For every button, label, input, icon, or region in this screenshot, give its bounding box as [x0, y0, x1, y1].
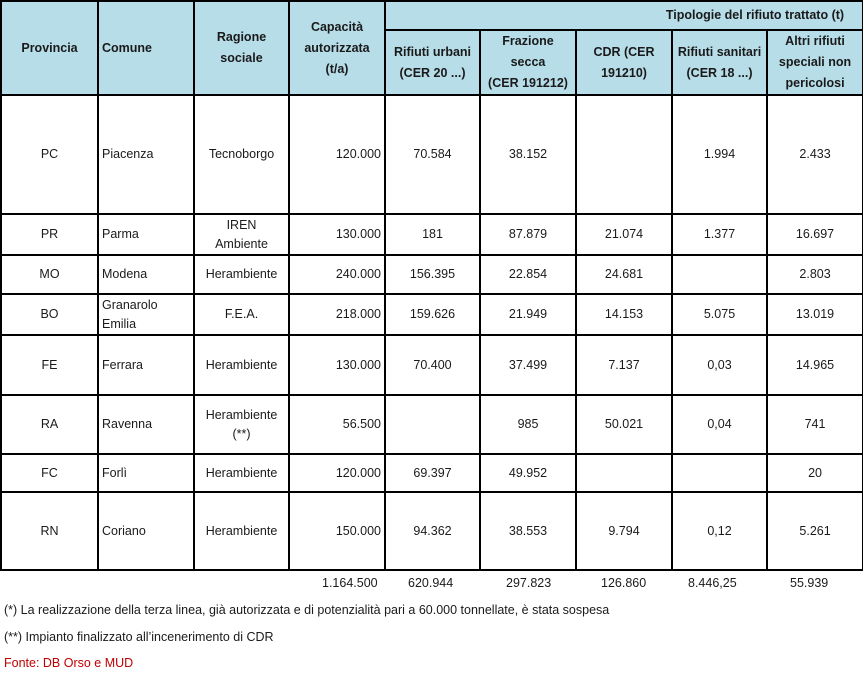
cell-provincia: PR — [1, 214, 98, 255]
cell-secca: 38.152 — [480, 95, 576, 214]
cell-secca: 87.879 — [480, 214, 576, 255]
cell-urbani: 70.584 — [385, 95, 480, 214]
header-altri-line3: pericolosi — [785, 76, 845, 90]
header-rifiuti-sanitari — [672, 30, 767, 95]
cell-capacita: 120.000 — [289, 454, 385, 492]
header-ragione-sociale — [194, 1, 289, 95]
cell-urbani: 94.362 — [385, 492, 480, 570]
cell-altri: 2.433 — [767, 95, 863, 214]
cell-comune-line1: Ferrara — [102, 357, 143, 372]
cell-secca: 985 — [480, 395, 576, 454]
table-row — [1, 454, 863, 492]
cell-comune — [98, 255, 194, 294]
cell-sanitari: 5.075 — [672, 294, 767, 335]
cell-sanitari: 0,03 — [672, 335, 767, 395]
cell-ragione-line2: Ambiente — [215, 236, 268, 251]
cell-altri: 2.803 — [767, 255, 863, 294]
table-row — [1, 255, 863, 294]
cell-urbani: 69.397 — [385, 454, 480, 492]
header-sanitari-line1: Rifiuti sanitari — [677, 44, 762, 59]
header-altri-rifiuti — [767, 30, 863, 95]
cell-comune-line1: Parma — [102, 227, 139, 241]
cell-provincia: PC — [1, 95, 98, 214]
cell-ragione-line2: (**) — [232, 426, 251, 441]
cell-sanitari — [672, 255, 767, 294]
total-cdr: 126.860 — [601, 576, 647, 590]
cell-cdr: 7.137 — [576, 335, 672, 395]
cell-urbani — [385, 395, 480, 454]
cell-comune-line1: Piacenza — [102, 147, 154, 161]
total-urbani: 620.944 — [408, 576, 454, 590]
header-capacita-line2: autorizzata — [304, 40, 370, 55]
cell-provincia: BO — [1, 294, 98, 335]
cell-ragione — [194, 492, 289, 570]
cell-provincia: FC — [1, 454, 98, 492]
table-row — [1, 335, 863, 395]
cell-ragione-line1: Herambiente — [205, 407, 278, 422]
table-row — [1, 214, 863, 255]
cell-cdr: 21.074 — [576, 214, 672, 255]
cell-altri: 20 — [767, 454, 863, 492]
cell-cdr — [576, 95, 672, 214]
cell-provincia: RN — [1, 492, 98, 570]
cell-ragione — [194, 214, 289, 255]
totals-row — [0, 576, 862, 596]
cell-altri: 16.697 — [767, 214, 863, 255]
cell-secca: 21.949 — [480, 294, 576, 335]
cell-comune — [98, 454, 194, 492]
cell-provincia: MO — [1, 255, 98, 294]
cell-sanitari: 1.994 — [672, 95, 767, 214]
cell-comune — [98, 214, 194, 255]
table-row — [1, 395, 863, 454]
header-altri-line1: Altri rifiuti — [785, 34, 845, 48]
footnote-1: (*) La realizzazione della terza linea, già autorizzata e di potenzialità pari a 60.000 tonnellate, è stata sospesa — [4, 603, 610, 617]
header-cdr-line1: CDR (CER — [593, 44, 655, 59]
cell-capacita: 218.000 — [289, 294, 385, 335]
cell-comune-line1: Forlì — [102, 465, 127, 480]
cell-secca: 37.499 — [480, 335, 576, 395]
header-ragione-line2: sociale — [220, 51, 263, 65]
header-secca-line2: (CER 191212) — [488, 76, 568, 90]
cell-sanitari: 0,12 — [672, 492, 767, 570]
table-row — [1, 95, 863, 214]
cell-ragione — [194, 454, 289, 492]
header-frazione-secca — [480, 30, 576, 95]
cell-ragione-line1: Tecnoborgo — [208, 147, 275, 161]
cell-ragione — [194, 255, 289, 294]
cell-comune — [98, 395, 194, 454]
header-capacita-line3: (t/a) — [325, 61, 349, 76]
total-secca: 297.823 — [506, 576, 552, 590]
table-row — [1, 492, 863, 570]
cell-secca: 38.553 — [480, 492, 576, 570]
cell-comune — [98, 294, 194, 335]
cell-sanitari: 1.377 — [672, 214, 767, 255]
header-rifiuti-urbani — [385, 30, 480, 95]
cell-comune — [98, 492, 194, 570]
cell-ragione — [194, 95, 289, 214]
cell-ragione-line1: Herambiente — [205, 357, 278, 372]
header-altri-line2: speciali non — [778, 55, 852, 69]
header-urbani-line2: (CER 20 ...) — [399, 65, 466, 80]
cell-provincia: RA — [1, 395, 98, 454]
cell-capacita: 56.500 — [289, 395, 385, 454]
cell-comune-line1: Ravenna — [102, 417, 153, 431]
total-capacita: 1.164.500 — [322, 576, 378, 590]
cell-altri: 741 — [767, 395, 863, 454]
cell-cdr: 50.021 — [576, 395, 672, 454]
cell-ragione — [194, 294, 289, 335]
cell-urbani: 181 — [385, 214, 480, 255]
header-provincia-label: Provincia — [21, 40, 78, 55]
cell-urbani: 159.626 — [385, 294, 480, 335]
total-sanitari: 8.446,25 — [688, 576, 737, 590]
cell-cdr: 24.681 — [576, 255, 672, 294]
cell-urbani: 70.400 — [385, 335, 480, 395]
cell-sanitari: 0,04 — [672, 395, 767, 454]
cell-comune-line1: Coriano — [102, 523, 146, 538]
cell-comune-line2: Emilia — [102, 316, 137, 331]
header-row-1 — [1, 1, 863, 30]
cell-cdr: 14.153 — [576, 294, 672, 335]
table-row — [1, 294, 863, 335]
cell-ragione-line1: Herambiente — [205, 465, 278, 480]
cell-capacita: 130.000 — [289, 335, 385, 395]
cell-capacita: 130.000 — [289, 214, 385, 255]
footnote-2: (**) Impianto finalizzato all’incenerimento di CDR — [4, 630, 274, 644]
cell-altri: 5.261 — [767, 492, 863, 570]
cell-ragione-line1: F.E.A. — [224, 307, 259, 321]
header-tipologie — [385, 1, 863, 30]
header-comune — [98, 1, 194, 95]
cell-cdr — [576, 454, 672, 492]
cell-sanitari — [672, 454, 767, 492]
cell-comune-line1: Modena — [102, 267, 148, 281]
header-secca-line1: Frazione secca — [502, 34, 554, 69]
header-cdr-line2: 191210) — [601, 65, 647, 80]
cell-secca: 49.952 — [480, 454, 576, 492]
cell-capacita: 150.000 — [289, 492, 385, 570]
cell-capacita: 240.000 — [289, 255, 385, 294]
header-sanitari-line2: (CER 18 ...) — [686, 65, 753, 80]
header-comune-label: Comune — [102, 40, 152, 55]
cell-comune — [98, 335, 194, 395]
header-provincia — [1, 1, 98, 95]
header-capacita-line1: Capacità — [310, 19, 364, 34]
cell-capacita: 120.000 — [289, 95, 385, 214]
cell-altri: 13.019 — [767, 294, 863, 335]
header-urbani-line1: Rifiuti urbani — [393, 44, 472, 59]
header-ragione-line1: Ragione — [216, 30, 267, 44]
cell-cdr: 9.794 — [576, 492, 672, 570]
cell-secca: 22.854 — [480, 255, 576, 294]
cell-ragione-line1: Herambiente — [205, 523, 278, 538]
cell-comune — [98, 95, 194, 214]
cell-ragione — [194, 335, 289, 395]
header-capacita — [289, 1, 385, 95]
cell-comune-line1: Granarolo — [102, 297, 158, 312]
cell-altri: 14.965 — [767, 335, 863, 395]
cell-ragione-line1: IREN — [226, 217, 257, 232]
cell-urbani: 156.395 — [385, 255, 480, 294]
source-note: Fonte: DB Orso e MUD — [4, 656, 134, 670]
cell-ragione-line1: Herambiente — [205, 267, 278, 281]
header-cdr — [576, 30, 672, 95]
cell-ragione — [194, 395, 289, 454]
header-tipologie-label: Tipologie del rifiuto trattato (t) — [665, 8, 845, 22]
total-altri: 55.939 — [790, 576, 829, 590]
cell-provincia: FE — [1, 335, 98, 395]
